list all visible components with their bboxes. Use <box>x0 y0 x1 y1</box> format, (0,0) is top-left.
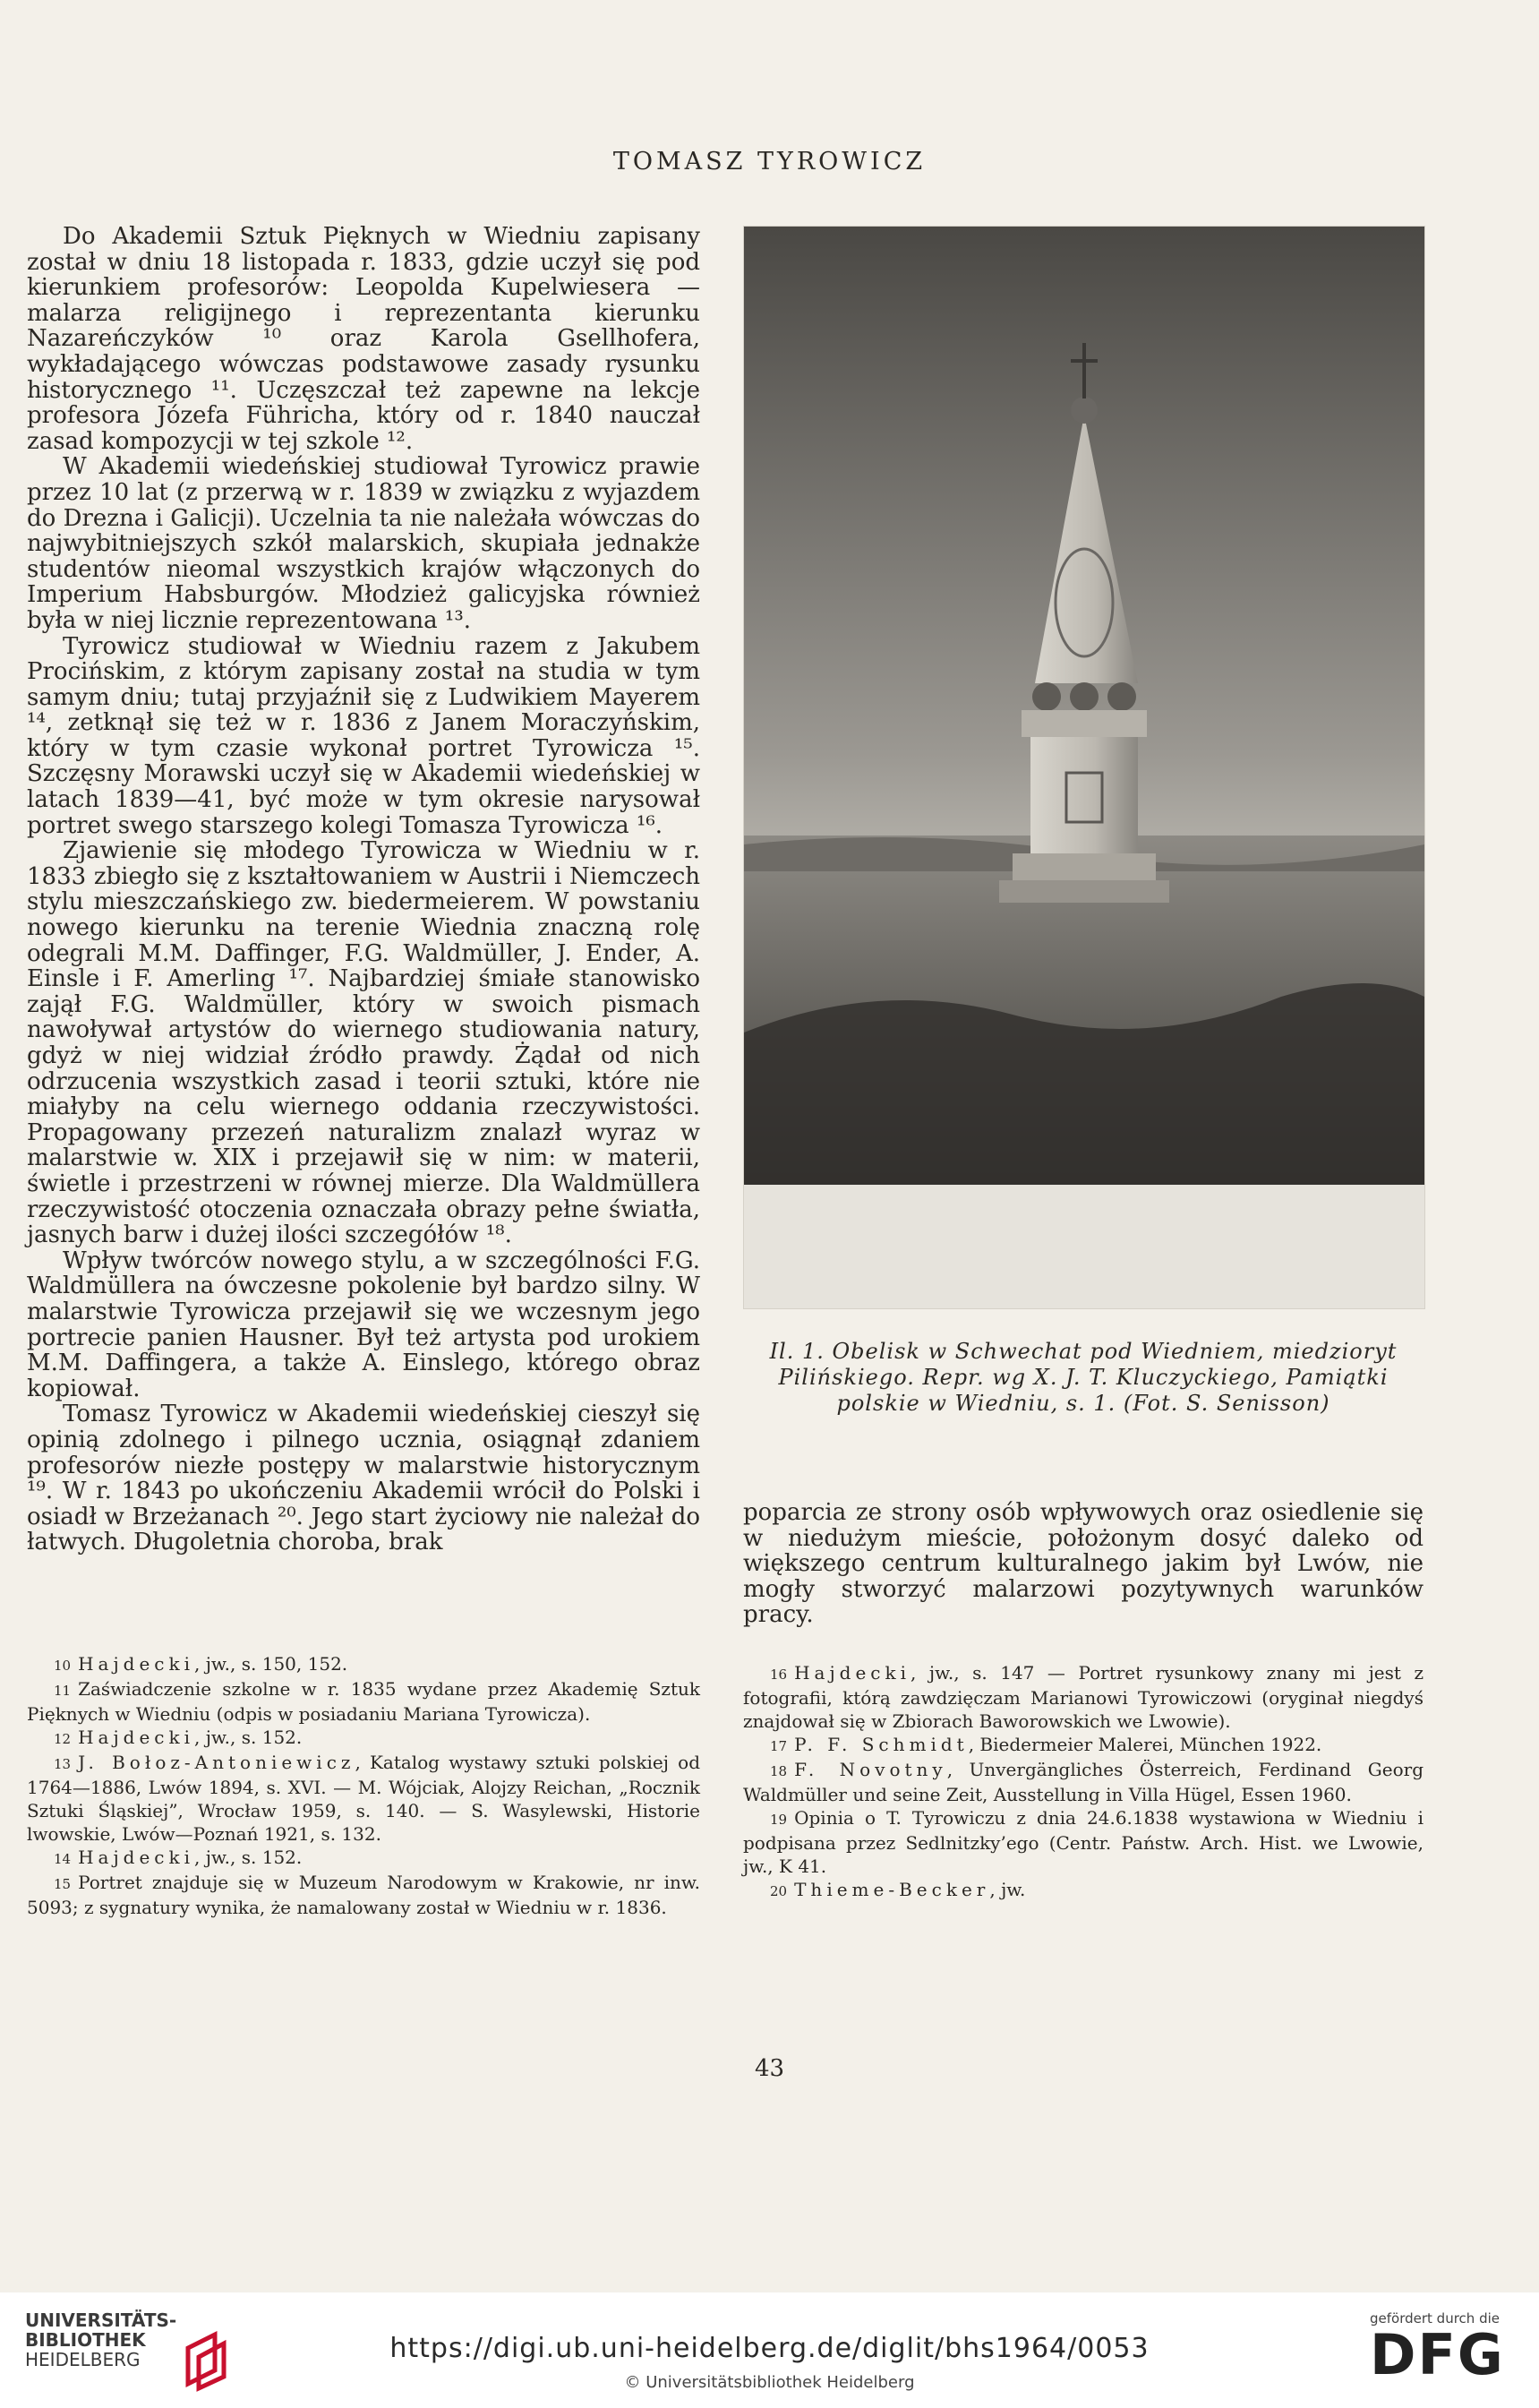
footnote-text: , jw., s. 150, 152. <box>194 1653 348 1675</box>
footnote-author: Hajdecki <box>78 1653 195 1675</box>
dfg-logo[interactable] <box>1370 2310 1522 2387</box>
footnote-text: , Katalog wystawy sztuki polskiej od 1764—1886, Lwów 1894, s. XVI. — M. Wójciak, Alojzy Reichan, „Rocznik Sztuki Śląskiej”, Wrocław 1959, s. 140. — S. Wasylewski, Historie lwowskie, Lwów—Poznań 1921, s. 132. <box>27 1752 700 1845</box>
footnote <box>27 1871 700 1919</box>
running-head: TOMASZ TYROWICZ <box>612 148 927 176</box>
footnote-author: J. Bołoz-Antoniewicz <box>78 1752 355 1773</box>
paragraph: poparcia ze strony osób wpływowych oraz osiedlenie się w niedużym mieście, położonym dosyć daleko od większego centrum kulturalnego jakim był Lwów, nie mogły stworzyć malarzowi pozytywnych warunków pracy. <box>743 1499 1424 1629</box>
footnote <box>743 1758 1424 1806</box>
paragraph: Wpływ twórców nowego stylu, a w szczególności F.G. Waldmüllera na ówczesne pokolenie był bardzo silny. W malarstwie Tyrowicza przejawił się we wczesnym jego portrecie panien Hausner. Był też artysta pod urokiem M.M. Daffingera, a także A. Einslego, którego obraz kopiował. <box>27 1247 700 1402</box>
footnotes-left <box>27 1652 700 1919</box>
footnotes-right <box>743 1661 1424 1903</box>
copyright-notice: © Universitätsbibliothek Heidelberg <box>624 2373 915 2392</box>
footnote-number: 10 <box>54 1658 72 1674</box>
figure-obelisk <box>743 226 1425 1309</box>
paragraph: Tyrowicz studiował w Wiedniu razem z Jakubem Procińskim, z którym zapisany został na studia w tym samym dniu; tutaj przyjaźnił się z Ludwikiem Mayerem ¹⁴, zetknął się też w r. 1836 z Janem Moraczyńskim, który w tym czasie wykonał portret Tyrowicza ¹⁵. Szczęsny Morawski uczył się w Akademii wiedeńskiej w latach 1839—41, być może w tym okresie narysował portret swego starszego kolegi Tomasza Tyrowicza ¹⁶. <box>27 632 700 839</box>
footnote <box>27 1726 700 1751</box>
logo-line: UNIVERSITÄTS- <box>25 2309 177 2331</box>
footnote-author: Thieme-Becker <box>794 1879 990 1900</box>
obelisk-engraving <box>744 227 1424 1308</box>
footnote-author: Hajdecki <box>78 1727 195 1748</box>
footnote <box>743 1878 1424 1903</box>
footnote-text: , jw., s. 147 — Portret rysunkowy znany mi jest z fotografii, którą zawdzięczam Marianowi Tyrowiczowi (oryginał niegdyś znajdował się w Zbiorach Baworowskich we Lwowie). <box>743 1662 1424 1732</box>
footnote-number: 20 <box>770 1883 788 1899</box>
footnote-number: 12 <box>54 1731 72 1747</box>
viewer-footer <box>0 2292 1539 2408</box>
footnote-author: F. Novotny <box>794 1759 947 1780</box>
footnote-number: 15 <box>54 1876 72 1892</box>
paragraph: Do Akademii Sztuk Pięknych w Wiedniu zapisany został w dniu 18 listopada r. 1833, gdzie uczył się pod kierunkiem profesorów: Leopolda Kupelwiesera — malarza religijnego i reprezentanta kierunku Nazareńczyków ¹⁰ oraz Karola Gsellhofera, wykładającego wówczas podstawowe zasady rysunku historycznego ¹¹. Uczęszczał też zapewne na lekcje profesora Józefa Führicha, który od r. 1840 nauczał zasad kompozycji w tej szkole ¹². <box>27 223 700 455</box>
figure-caption: Il. 1. Obelisk w Schwechat pod Wiedniem, miedzioryt Pilińskiego. Repr. wg X. J. T. Kluczyckiego, Pamiątki polskie w Wiedniu, s. 1. (Fot. S. Senisson) <box>769 1339 1398 1416</box>
footnote-text: Zaświadczenie szkolne w r. 1835 wydane przez Akademię Sztuk Pięknych w Wiedniu (odpis w posiadaniu Mariana Tyrowicza). <box>27 1678 700 1725</box>
footnote <box>27 1652 700 1677</box>
dfg-wordmark: DFG <box>1370 2322 1505 2387</box>
footnote-author: P. F. Schmidt <box>794 1734 969 1755</box>
logo-line: HEIDELBERG <box>25 2349 141 2370</box>
footnote-text: , jw. <box>989 1879 1026 1900</box>
dfg-tagline: gefördert durch die <box>1370 2310 1500 2327</box>
logo-line: BIBLIOTHEK <box>25 2329 146 2351</box>
footnote <box>743 1733 1424 1758</box>
paragraph: Tomasz Tyrowicz w Akademii wiedeńskiej cieszył się opinią zdolnego i pilnego ucznia, osiągnął zdaniem profesorów niezłe postępy w malarstwie historycznym ¹⁹. W r. 1843 po ukończeniu Akademii wrócił do Polski i osiadł w Brzeżanach ²⁰. Jego start życiowy nie należał do łatwych. Długoletnia choroba, brak <box>27 1401 700 1556</box>
paragraph: Zjawienie się młodego Tyrowicza w Wiedniu w r. 1833 zbiegło się z kształtowaniem w Austrii i Niemczech stylu mieszczańskiego zw. biedermeierem. W powstaniu nowego kierunku na terenie Wiednia znaczną rolę odegrali M.M. Daffinger, F.G. Waldmüller, J. Ender, A. Einsle i F. Amerling ¹⁷. Najbardziej śmiałe stanowisko zajął F.G. Waldmüller, który w swoich pismach nawoływał artystów do wiernego studiowania natury, gdyż w niej widział źródło prawdy. Żądał od nich odrzucenia wszystkich zasad i teorii sztuki, które nie miałyby na celu wiernego oddania rzeczywistości. Propagowany przezeń naturalizm znalazł wyraz w malarstwie w. XIX i przejawił się w nim: w materii, świetle i przestrzeni w równej mierze. Dla Waldmüllera rzeczywistość otoczenia oznaczała obrazy pełne światła, jasnych barw i dużej ilości szczegółów ¹⁸. <box>27 837 700 1249</box>
footnote-text: , Biedermeier Malerei, München 1922. <box>968 1734 1322 1755</box>
right-column-text <box>743 1500 1424 1628</box>
footnote-author: Hajdecki <box>794 1662 911 1684</box>
footnote-number: 19 <box>770 1812 788 1828</box>
footnote-number: 18 <box>770 1763 788 1779</box>
footnote-number: 13 <box>54 1756 72 1772</box>
footnote-number: 14 <box>54 1851 72 1867</box>
footnote <box>743 1806 1424 1878</box>
footnote-text: Opinia o T. Tyrowiczu z dnia 24.6.1838 wystawiona w Wiedniu i podpisana przez Sedlnitzky’ego (Centr. Państw. Arch. Hist. we Lwowie, jw., K 41. <box>743 1807 1424 1877</box>
paragraph: W Akademii wiedeńskiej studiował Tyrowicz prawie przez 10 lat (z przerwą w r. 1839 w związku z wyjazdem do Drezna i Galicji). Uczelnia ta nie należała wówczas do najwybitniejszych szkół malarskich, skupiała jednakże studentów nieomal wszystkich krajów włączonych do Imperium Habsburgów. Młodzież galicyjska również była w niej licznie reprezentowana ¹³. <box>27 453 700 634</box>
footnote-text: , jw., s. 152. <box>194 1847 303 1868</box>
footnote <box>27 1751 700 1846</box>
footnote-text: , jw., s. 152. <box>194 1727 303 1748</box>
footnote <box>743 1661 1424 1733</box>
footnote-number: 11 <box>54 1683 72 1699</box>
footnote <box>27 1677 700 1726</box>
permalink-url[interactable]: https://digi.ub.uni-heidelberg.de/diglit/bhs1964/0053 <box>389 2333 1150 2364</box>
page-number: 43 <box>754 2055 785 2082</box>
footnote-text: Portret znajduje się w Muzeum Narodowym w Krakowie, nr inw. 5093; z sygnatury wynika, że namalowany został w Wiedniu w r. 1836. <box>27 1872 700 1918</box>
footnote-number: 16 <box>770 1667 788 1683</box>
footnote-text: , Unvergängliches Österreich, Ferdinand Georg Waldmüller und seine Zeit, Ausstellung in Villa Hügel, Essen 1960. <box>743 1759 1424 1805</box>
footnote-author: Hajdecki <box>78 1847 195 1868</box>
footnote <box>27 1846 700 1871</box>
footnote-number: 17 <box>770 1738 788 1754</box>
left-column <box>27 224 700 1555</box>
